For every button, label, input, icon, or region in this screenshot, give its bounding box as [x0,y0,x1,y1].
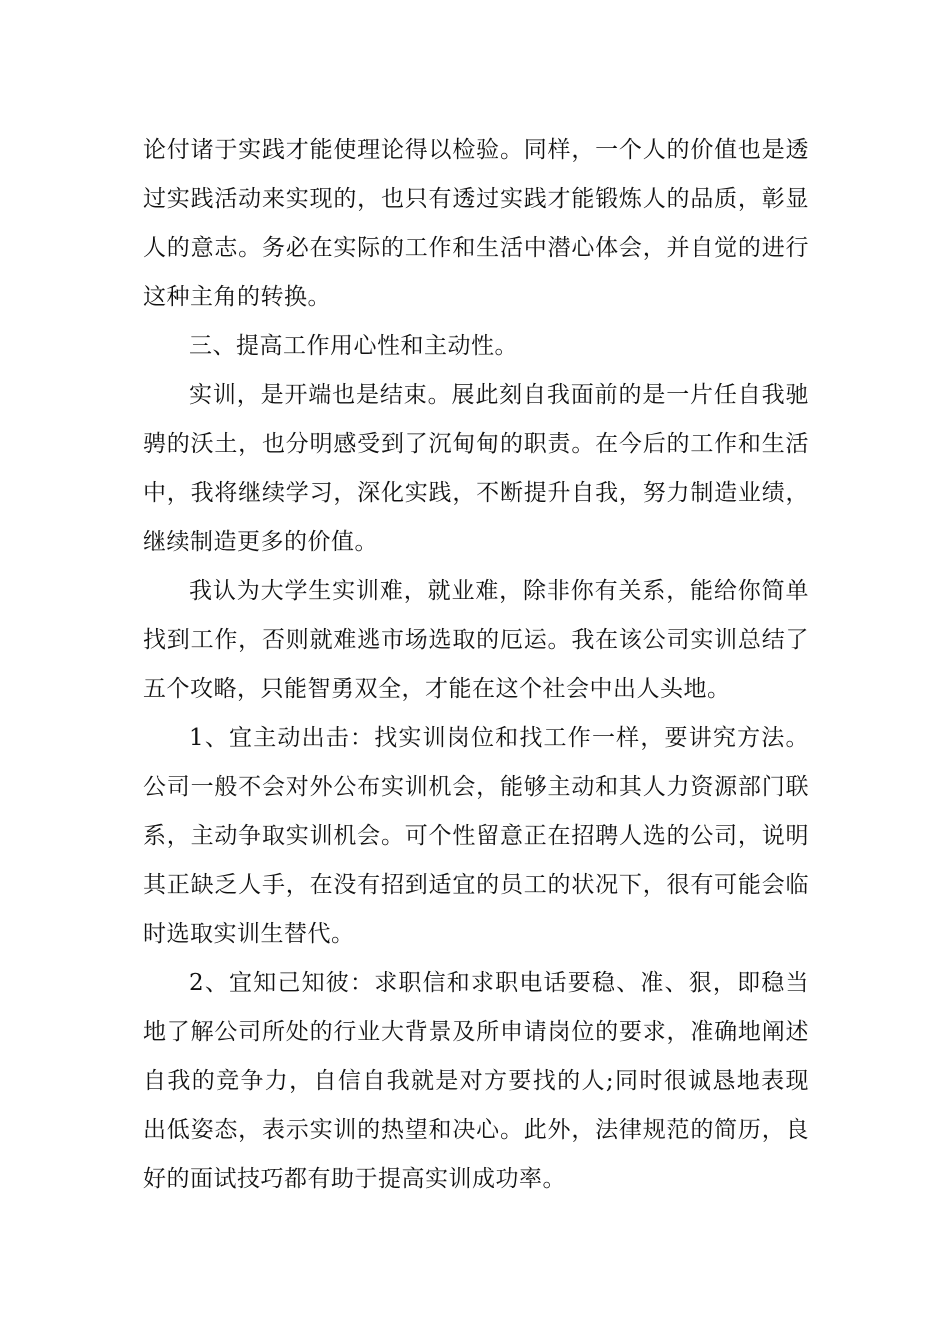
list-item-2: 2、宜知己知彼：求职信和求职电话要稳、准、狠，即稳当地了解公司所处的行业大背景及所申请岗位的要求，准确地阐述自我的竞争力，自信自我就是对方要找的人;同时很诚恳地表现出低姿态，表示实训的热望和决心。此外，法律规范的简历，良好的面试技巧都有助于提高实训成功率。 [143,970,809,1192]
section-heading-3: 三、提高工作用心性和主动性。 [189,333,518,359]
paragraph-1: 论付诸于实践才能使理论得以检验。同样，一个人的价值也是透过实践活动来实现的，也只有透过实践才能锻炼人的品质，彰显人的意志。务必在实际的工作和生活中潜心体会，并自觉的进行这种主角的转换。 [143,137,809,310]
document-body [143,126,809,1204]
paragraph-2: 实训，是开端也是结束。展此刻自我面前的是一片任自我驰骋的沃土，也分明感受到了沉甸甸的职责。在今后的工作和生活中，我将继续学习，深化实践，不断提升自我，努力制造业绩，继续制造更多的价值。 [143,382,809,555]
paragraph-3: 我认为大学生实训难，就业难，除非你有关系，能给你简单找到工作，否则就难逃市场选取的厄运。我在该公司实训总结了五个攻略，只能智勇双全，才能在这个社会中出人头地。 [143,578,809,702]
list-item-1: 1、宜主动出击：找实训岗位和找工作一样，要讲究方法。公司一般不会对外公布实训机会，能够主动和其人力资源部门联系，主动争取实训机会。可个性留意正在招聘人选的公司，说明其正缺乏人手，在没有招到适宜的员工的状况下，很有可能会临时选取实训生替代。 [143,725,809,947]
